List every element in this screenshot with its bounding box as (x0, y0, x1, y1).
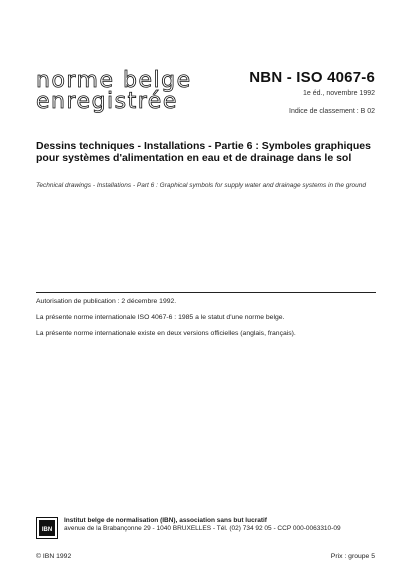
authorization-text: Autorisation de publication : 2 décembre 1992. (36, 298, 177, 305)
institute-name: Institut belge de normalisation (IBN), association sans but lucratif (64, 517, 267, 524)
price-group: Prix : groupe 5 (330, 553, 375, 560)
institute-address: avenue de la Brabançonne 29 - 1040 BRUXELLES - Tél. (02) 734 92 05 - CCP 000-0063310-09 (64, 525, 341, 532)
document-title-english: Technical drawings - Installations - Part 6 : Graphical symbols for supply water and drainage systems in the ground (36, 182, 366, 189)
logo-text: IBN (41, 527, 53, 533)
divider (36, 292, 376, 293)
status-statement: La présente norme internationale ISO 4067-6 : 1985 a le statut d'une norme belge. (36, 314, 285, 321)
copyright: © IBN 1992 (36, 553, 72, 560)
document-title-french: Dessins techniques - Installations - Partie 6 : Symboles graphiques pour systèmes d'alimentation en eau et de drainage dans le sol (36, 140, 371, 164)
brand-line-1: norme belge (36, 68, 192, 93)
standard-number: NBN - ISO 4067-6 (249, 69, 375, 86)
institute-block (64, 517, 341, 533)
publisher-footer (36, 517, 381, 543)
ibn-logo-icon (36, 517, 58, 539)
classification-index: Indice de classement : B 02 (289, 108, 375, 115)
language-statement: La présente norme internationale existe en deux versions officielles (anglais, français). (36, 330, 296, 337)
brand-line-2: enregistrée (36, 89, 178, 114)
brand-heading (36, 70, 192, 112)
edition-date: 1e éd., novembre 1992 (303, 90, 375, 97)
